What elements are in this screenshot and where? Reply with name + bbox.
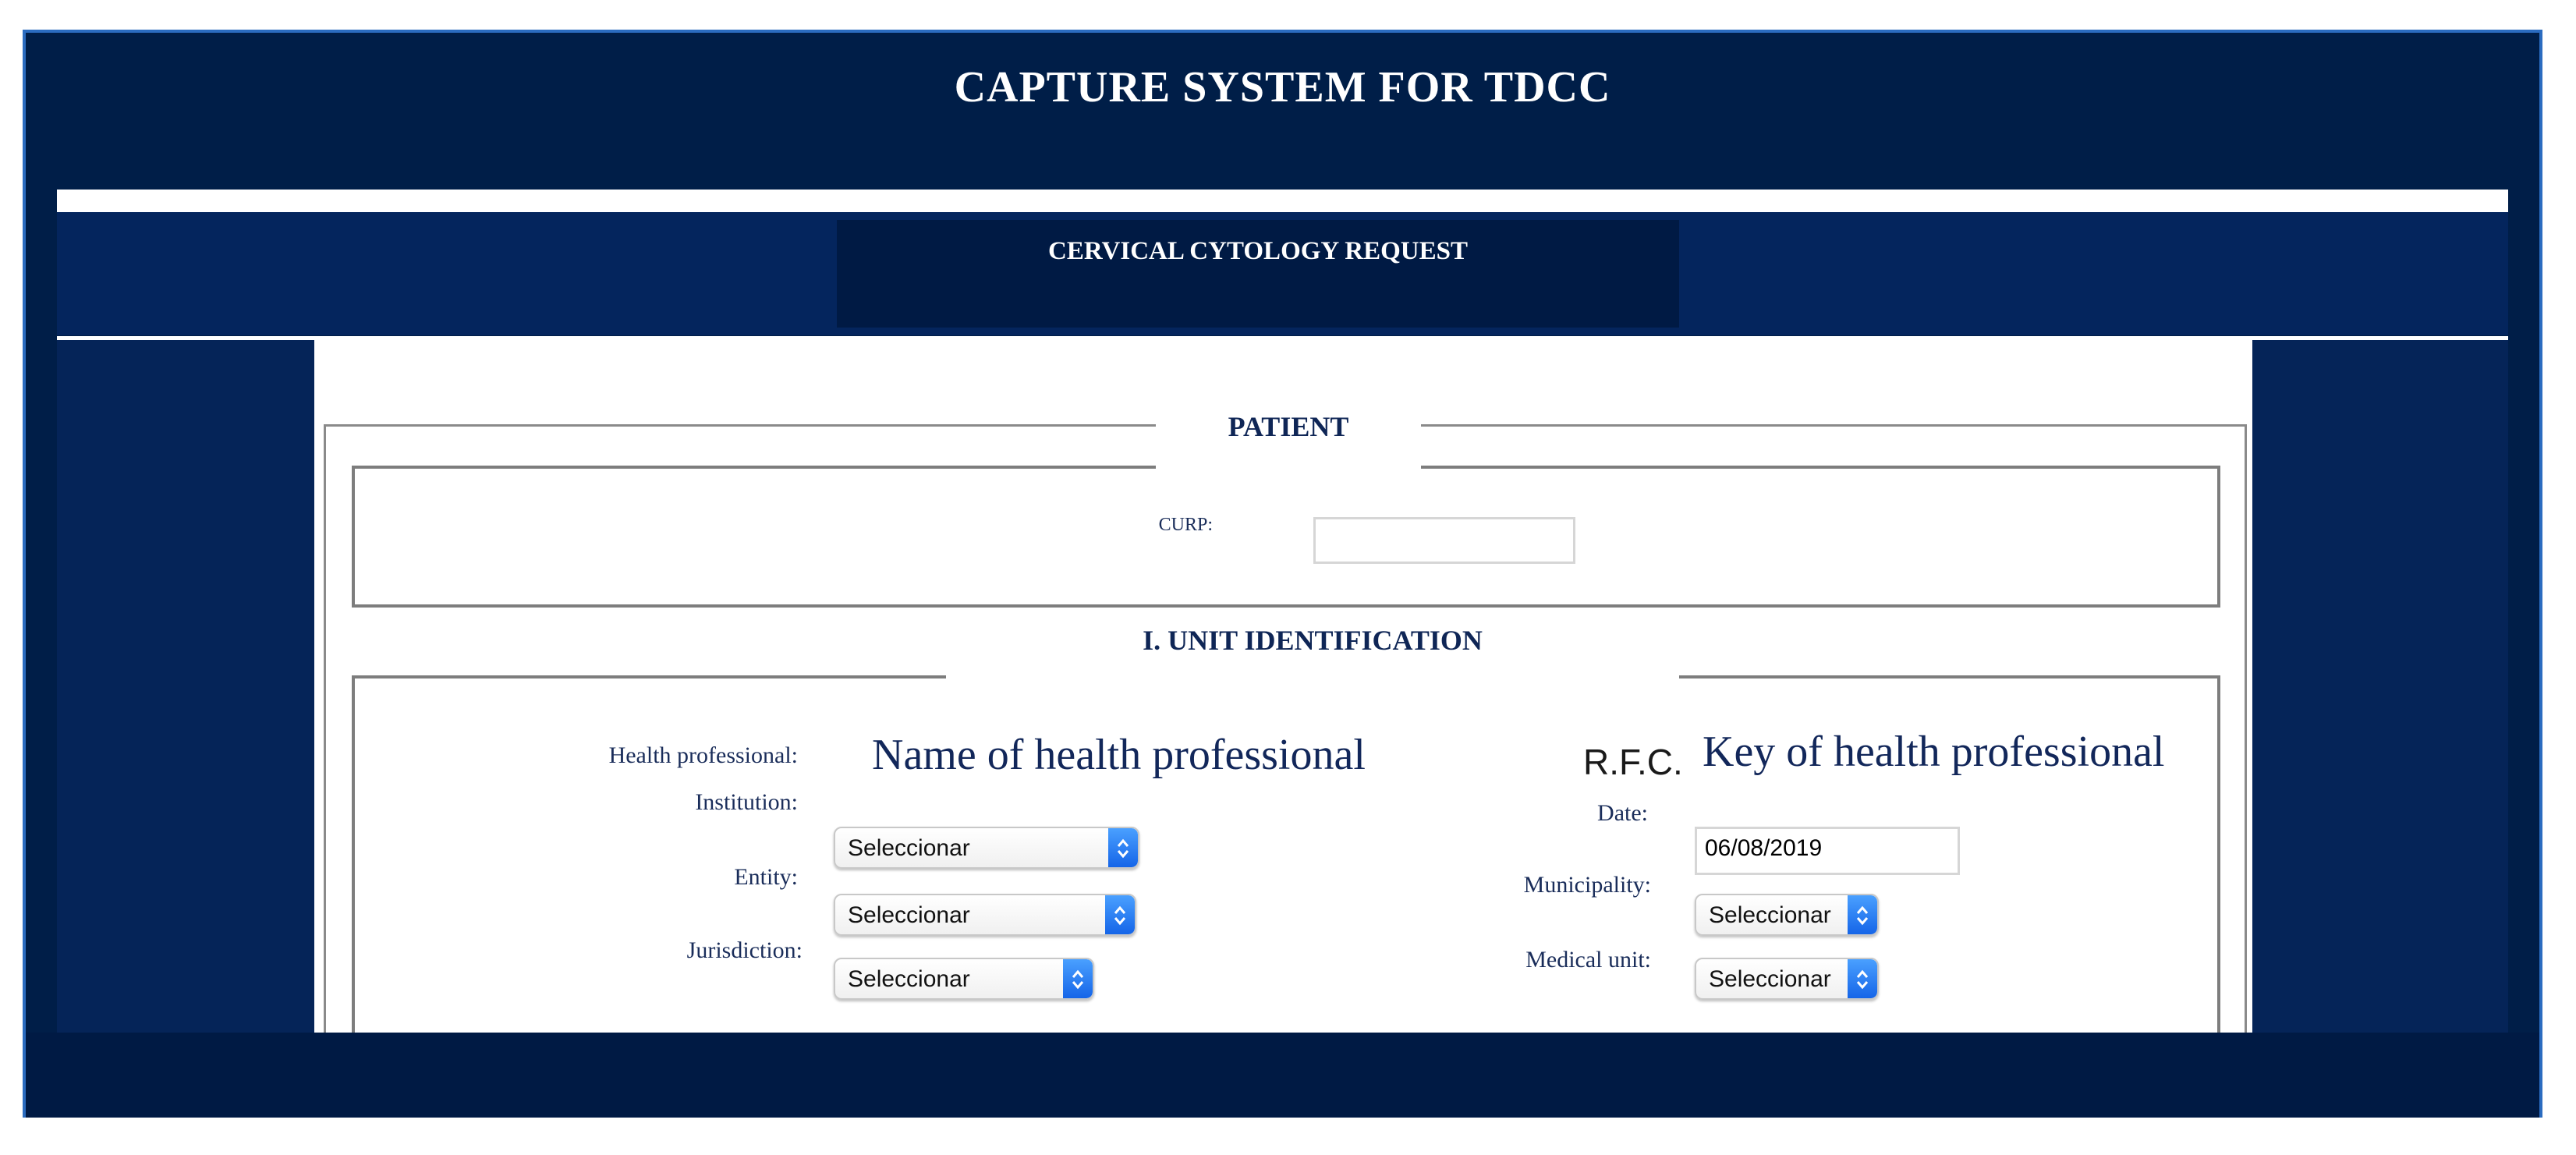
health-professional-name: Name of health professional	[872, 731, 1366, 779]
chevron-up-down-icon	[1848, 895, 1877, 934]
institution-label: Institution:	[695, 789, 798, 815]
curp-input[interactable]	[1313, 517, 1575, 564]
jurisdiction-label: Jurisdiction:	[686, 937, 803, 963]
jurisdiction-select[interactable]	[834, 958, 1094, 1000]
entity-label: Entity:	[734, 864, 798, 890]
app-window	[23, 30, 2542, 1118]
chevron-up-down-icon	[1108, 828, 1138, 867]
chevron-up-down-icon	[1848, 959, 1877, 998]
left-margin-panel	[57, 340, 314, 1033]
municipality-select-value: Seleccionar	[1709, 902, 1831, 928]
outer-frame-right	[2245, 424, 2247, 1033]
form-content	[314, 340, 2252, 1033]
municipality-label: Municipality:	[1523, 872, 1651, 898]
medical-unit-select-value: Seleccionar	[1709, 966, 1831, 992]
patient-section-title: PATIENT	[1228, 411, 1349, 442]
header-divider	[57, 190, 2508, 212]
date-input[interactable]: 06/08/2019	[1695, 827, 1960, 875]
form-title: CERVICAL CYTOLOGY REQUEST	[1048, 237, 1468, 265]
rfc-label: R.F.C.	[1583, 742, 1683, 782]
municipality-select[interactable]	[1695, 894, 1879, 936]
medical-unit-label: Medical unit:	[1525, 947, 1651, 973]
unit-section-title: I. UNIT IDENTIFICATION	[1143, 625, 1483, 656]
right-margin-panel	[2252, 340, 2508, 1033]
outer-frame-left	[324, 424, 326, 1033]
institution-select-value: Seleccionar	[848, 835, 970, 861]
patient-fieldset	[352, 466, 2220, 608]
chevron-up-down-icon	[1063, 959, 1093, 998]
curp-label: CURP:	[1158, 515, 1213, 535]
rfc-key: Key of health professional	[1703, 728, 2165, 776]
footer-band	[26, 1033, 2539, 1118]
jurisdiction-select-value: Seleccionar	[848, 966, 970, 992]
medical-unit-select[interactable]	[1695, 958, 1879, 1000]
health-professional-label: Health professional:	[608, 742, 798, 768]
entity-select-value: Seleccionar	[848, 902, 970, 928]
chevron-up-down-icon	[1105, 895, 1135, 934]
entity-select[interactable]	[834, 894, 1136, 936]
unit-legend-gap	[946, 668, 1679, 686]
institution-select[interactable]	[834, 827, 1139, 869]
subheader-box	[837, 220, 1679, 328]
app-title: CAPTURE SYSTEM FOR TDCC	[954, 63, 1611, 112]
date-label: Date:	[1597, 800, 1648, 826]
